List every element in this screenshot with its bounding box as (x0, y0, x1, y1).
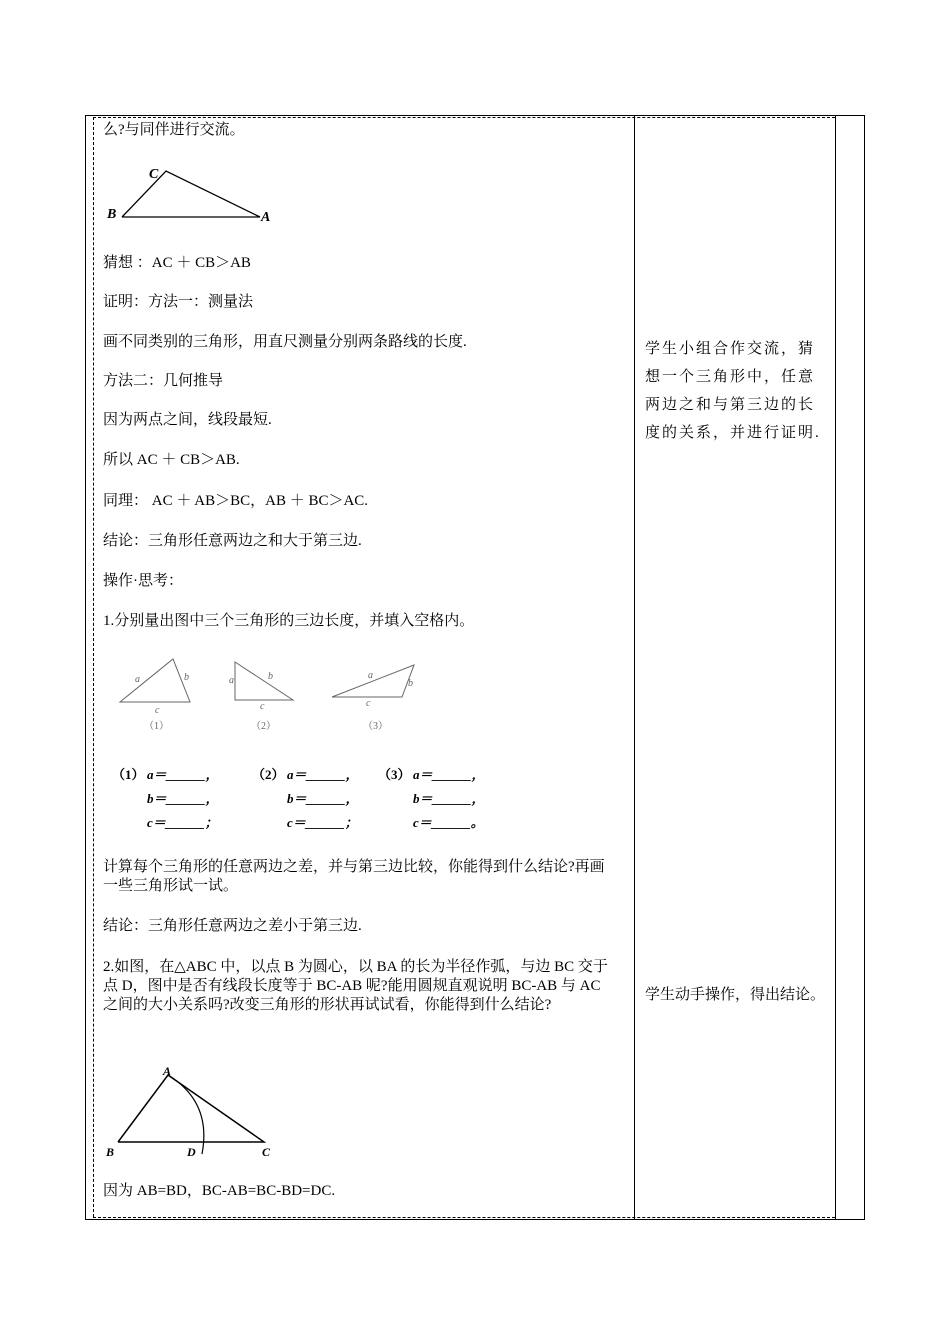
column-divider (634, 115, 635, 1220)
triangle-3-side-a: a (368, 670, 373, 681)
triangle-2-side-b: b (268, 671, 273, 682)
triangle-2-side-a: a (229, 675, 234, 686)
dashed-border-bottom (93, 1217, 835, 1218)
blank-3-c: c＝______。 (413, 815, 484, 830)
operation-heading: 操作·思考： (103, 573, 183, 589)
proof-text: 证明：方法一：测量法 (103, 294, 254, 310)
blank-1-num: （1） (112, 767, 145, 782)
blank-3-num: （3） (378, 767, 411, 782)
triangle-abc-figure (100, 160, 280, 226)
triangle-1-caption: （1） (144, 721, 169, 732)
triangle-abc-2 (118, 1075, 264, 1142)
vertex-a-label: A (261, 210, 271, 225)
triangle-3-caption: （3） (363, 721, 388, 732)
triangle-2-side-c: c (260, 701, 265, 712)
triangle-3 (332, 665, 414, 697)
blank-1-b: b＝______， (147, 791, 219, 806)
triangle-abdc-figure (100, 1062, 280, 1162)
three-triangles-figure (110, 652, 430, 737)
triangle-1-side-a: a (135, 674, 140, 685)
blank-2-num: （2） (252, 767, 285, 782)
blank-3-a: a＝______， (413, 767, 485, 782)
blank-1-c: c＝______； (147, 815, 218, 830)
intro-text: 么?与同伴进行交流。 (103, 122, 245, 138)
final-text: 因为 AB=BD，BC-AB=BC-BD=DC. (103, 1183, 336, 1199)
triangle-1 (120, 659, 190, 702)
right-note-2: 学生动手操作，得出结论。 (645, 987, 826, 1003)
draw-text: 画不同类别的三角形，用直尺测量分别两条路线的长度. (103, 334, 467, 350)
because-text: 因为两点之间，线段最短. (103, 412, 272, 428)
vertex-c-label: C (149, 167, 159, 182)
conclusion1-text: 结论：三角形任意两边之和大于第三边. (103, 533, 362, 549)
dashed-border-left (93, 117, 94, 1217)
blank-2-a: a＝______， (287, 767, 359, 782)
so-text: 所以 AC ＋ CB＞AB. (103, 452, 240, 468)
conclusion2-text: 结论：三角形任意两边之差小于第三边. (103, 918, 362, 934)
triangle-3-side-c: c (366, 698, 371, 709)
similarly-text: 同理： AC ＋ AB＞BC，AB ＋ BC＞AC. (103, 493, 369, 509)
blank-1-a: a＝______， (147, 767, 219, 782)
task2-text: 2.如图，在△ABC 中，以点 B 为圆心，以 BA 的长为半径作弧，与边 BC 交于点 D，图中是否有线段长度等于 BC-AB 呢?能用圆规直观说明 BC-AB 与 AC 之间的大小关系吗?改变三角形的形状再试试看，你能得到什么结论? (103, 959, 608, 1013)
right-note-1: 学生小组合作交流，猜想一个三角形中，任意两边之和与第三边的长度的关系，并进行证明. (645, 341, 821, 441)
calc-text: 计算每个三角形的任意两边之差，并与第三边比较，你能得到什么结论?再画一些三角形试一试。 (103, 859, 605, 894)
point-d-label: D (187, 1145, 196, 1159)
triangle-3-side-b: b (408, 678, 413, 689)
column-divider-narrow (835, 115, 836, 1220)
method2-text: 方法二：几何推导 (103, 373, 224, 389)
triangle-2 (235, 662, 293, 700)
blank-2-b: b＝______， (287, 791, 359, 806)
vertex-b-label: B (107, 207, 117, 222)
triangle-1-side-c: c (155, 705, 160, 716)
blank-2-c: c＝______； (287, 815, 358, 830)
dashed-border-top (93, 117, 835, 118)
triangle-2-caption: （2） (251, 721, 276, 732)
task1-text: 1.分别量出图中三个三角形的三边长度，并填入空格内。 (103, 613, 475, 629)
vertex-b2-label: B (106, 1145, 115, 1159)
blank-3-b: b＝______， (413, 791, 485, 806)
triangle-abc (122, 171, 260, 217)
guess-text: 猜想 ：AC ＋ CB＞AB (103, 255, 251, 271)
triangle-1-side-b: b (184, 672, 189, 683)
vertex-c2-label: C (262, 1145, 271, 1159)
vertex-a2-label: A (163, 1064, 172, 1078)
